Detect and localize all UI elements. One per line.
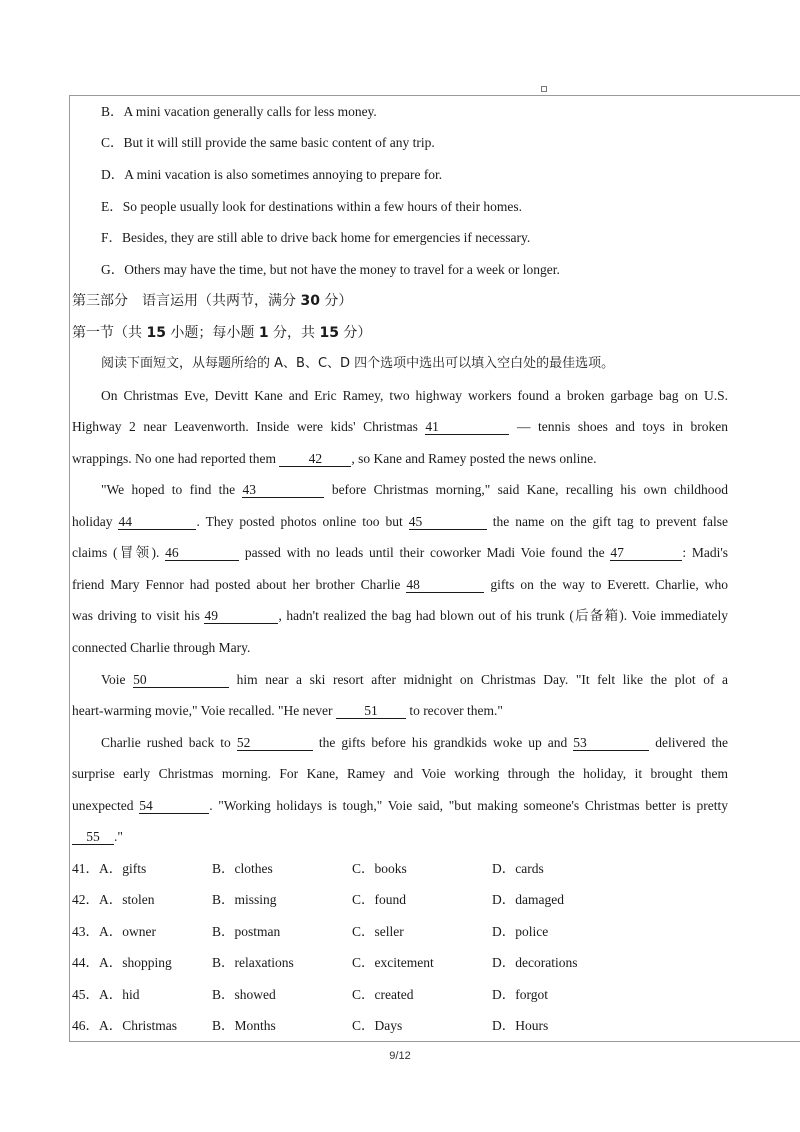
blank-49: 49 (204, 609, 278, 624)
passage-line: friend Mary Fennor had posted about her brother Charlie 48 gifts on the way to Everett. Charlie, who (72, 577, 729, 592)
option-line: B．A mini vacation generally calls for less money. (101, 104, 377, 119)
option-line: E．So people usually look for destinations within a few hours of their homes. (101, 199, 523, 214)
blank-52: 52 (237, 736, 313, 751)
page-marker (541, 86, 547, 92)
blank-43: 43 (242, 483, 324, 498)
blank-46: 46 (165, 546, 239, 561)
blank-50: 50 (133, 673, 229, 688)
passage-line: Highway 2 near Leavenworth. Inside were kids' Christmas 41 — tennis shoes and toys in broken (72, 419, 729, 434)
passage-line: On Christmas Eve, Devitt Kane and Eric Ramey, two highway workers found a broken garbage bag on U.S. (101, 388, 728, 403)
passage-line: heart-warming movie," Voie recalled. "He never 51 to recover them." (72, 703, 503, 718)
section-heading: 第一节（共 15 小题；每小题 1 分，共 15 分） (72, 325, 372, 341)
option-line: D．A mini vacation is also sometimes annoying to prepare for. (101, 167, 443, 182)
blank-47: 47 (610, 546, 682, 561)
passage-line: holiday 44 . They posted photos online too but 45 the name on the gift tag to prevent false (72, 514, 728, 529)
option-line: C．But it will still provide the same basic content of any trip. (101, 135, 435, 150)
question-row: 43．A．owner B．postman C．seller D．police (72, 924, 549, 939)
question-row: 45．A．hid B．showed C．created D．forgot (72, 987, 548, 1002)
passage-line: wrappings. No one had reported them 42 , so Kane and Ramey posted the news online. (72, 451, 597, 466)
question-row: 46．A．Christmas B．Months C．Days D．Hours (72, 1018, 549, 1033)
blank-44: 44 (118, 515, 196, 530)
passage-line: surprise early Christmas morning. For Kane, Ramey and Voie working through the holiday, it brought them (72, 766, 728, 781)
blank-45: 45 (409, 515, 487, 530)
passage-line: Charlie rushed back to 52 the gifts before his grandkids woke up and 53 delivered the (101, 735, 729, 750)
instruction: 阅读下面短文，从每题所给的 A、B、C、D 四个选项中选出可以填入空白处的最佳选项。 (101, 356, 615, 371)
passage-line: was driving to visit his 49 , hadn't realized the bag had blown out of his trunk (后备箱). Voie immediately (72, 608, 729, 623)
blank-53: 53 (573, 736, 649, 751)
blank-54: 54 (139, 799, 209, 814)
passage-line: claims (冒领). 46 passed with no leads until their coworker Madi Voie found the 47 : Madi's (72, 545, 729, 560)
option-line: G．Others may have the time, but not have the money to travel for a week or longer. (101, 262, 560, 277)
page-number: 9/12 (389, 1050, 411, 1062)
passage-line: Voie 50 him near a ski resort after midnight on Christmas Day. "It felt like the plot of a (101, 672, 729, 687)
passage-line: unexpected 54 . "Working holidays is tough," Voie said, "but making someone's Christmas better is pretty (72, 798, 728, 813)
blank-48: 48 (406, 578, 484, 593)
blank-51: 51 (336, 704, 406, 719)
passage-line: connected Charlie through Mary. (72, 640, 251, 655)
blank-41: 41 (425, 420, 509, 435)
part-heading: 第三部分 语言运用（共两节，满分 30 分） (72, 293, 353, 309)
passage-line: 55 ." (72, 828, 728, 846)
question-row: 41．A．gifts B．clothes C．books D．cards (72, 861, 544, 876)
passage-line: "We hoped to find the 43 before Christmas morning," said Kane, recalling his own childhood (101, 482, 729, 497)
blank-55: 55 (72, 830, 114, 845)
blank-42: 42 (279, 452, 351, 467)
option-line: F．Besides, they are still able to drive back home for emergencies if necessary. (101, 230, 531, 245)
question-row: 42．A．stolen B．missing C．found D．damaged (72, 892, 564, 907)
question-row: 44．A．shopping B．relaxations C．excitement D．decorations (72, 955, 578, 970)
